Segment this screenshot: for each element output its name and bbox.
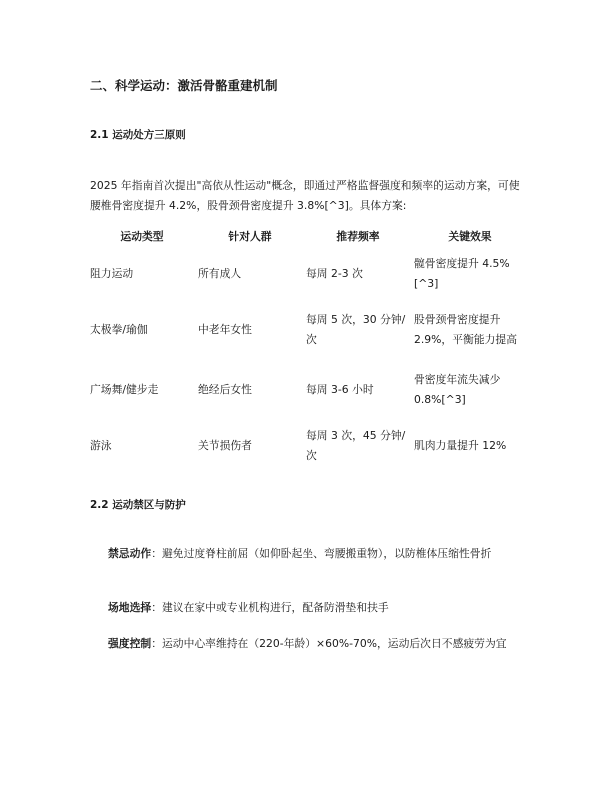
list-item-label: 场地选择 <box>108 601 152 614</box>
table-header: 关键效果 <box>448 229 492 243</box>
table-cell: 阻力运动 <box>90 266 134 280</box>
table-cell: 中老年女性 <box>198 322 252 336</box>
table-cell: 肌肉力量提升 12% <box>414 438 507 452</box>
table-row <box>88 360 528 420</box>
table-cell: 绝经后女性 <box>198 382 252 396</box>
subsection-heading-2-2: 2.2 运动禁区与防护 <box>90 499 186 511</box>
intro-paragraph: 2025 年指南首次提出"高依从性运动"概念，即通过严格监督强度和频率的运动方案，可使腰椎骨密度提升 4.2%，股骨颈骨密度提升 3.8%[^3]。具体方案: <box>90 179 520 212</box>
list-item <box>108 634 538 654</box>
table-cell: 每周 3 次，45 分钟/次 <box>306 428 406 462</box>
table-cell: 关节损伤者 <box>198 438 252 452</box>
list-item-label: 禁忌动作 <box>108 547 152 560</box>
table-cell: 广场舞/健步走 <box>90 382 159 396</box>
list-item-separator: ： <box>151 601 162 614</box>
list-item-text: 避免过度脊柱前屈（如仰卧起坐、弯腰搬重物），以防椎体压缩性骨折 <box>161 547 492 560</box>
table-row <box>88 300 528 360</box>
table-cell: 游泳 <box>90 438 112 452</box>
table-cell: 太极拳/瑜伽 <box>90 322 148 336</box>
list-item <box>108 544 538 564</box>
list-item <box>108 598 538 618</box>
table-row <box>88 420 528 472</box>
list-item-label: 强度控制 <box>108 637 152 650</box>
section-heading: 二、科学运动：激活骨骼重建机制 <box>90 78 278 93</box>
table-header: 运动类型 <box>120 229 164 243</box>
list-item-text: 建议在家中或专业机构进行，配备防滑垫和扶手 <box>161 601 389 614</box>
table-cell: 所有成人 <box>198 266 242 280</box>
table-cell: 骨密度年流失减少 0.8%[^3] <box>414 372 501 406</box>
exercise-prescription-table <box>88 224 528 472</box>
list-item-text: 运动中心率维持在（220-年龄）×60%-70%，运动后次日不感疲劳为宜 <box>161 637 507 650</box>
table-cell: 每周 2-3 次 <box>306 266 363 280</box>
table-cell: 每周 3-6 小时 <box>306 382 374 396</box>
table-header: 推荐频率 <box>336 229 380 243</box>
table-header-row <box>88 224 528 248</box>
table-cell: 髋骨密度提升 4.5%[^3] <box>414 256 510 290</box>
table-cell: 每周 5 次，30 分钟/次 <box>306 312 406 346</box>
list-item-separator: ： <box>151 547 162 560</box>
table-cell: 股骨颈骨密度提升 2.9%，平衡能力提高 <box>414 312 518 346</box>
table-header: 针对人群 <box>228 229 272 243</box>
subsection-heading-2-1: 2.1 运动处方三原则 <box>90 129 186 141</box>
table-row <box>88 248 528 300</box>
list-item-separator: ： <box>151 637 162 650</box>
